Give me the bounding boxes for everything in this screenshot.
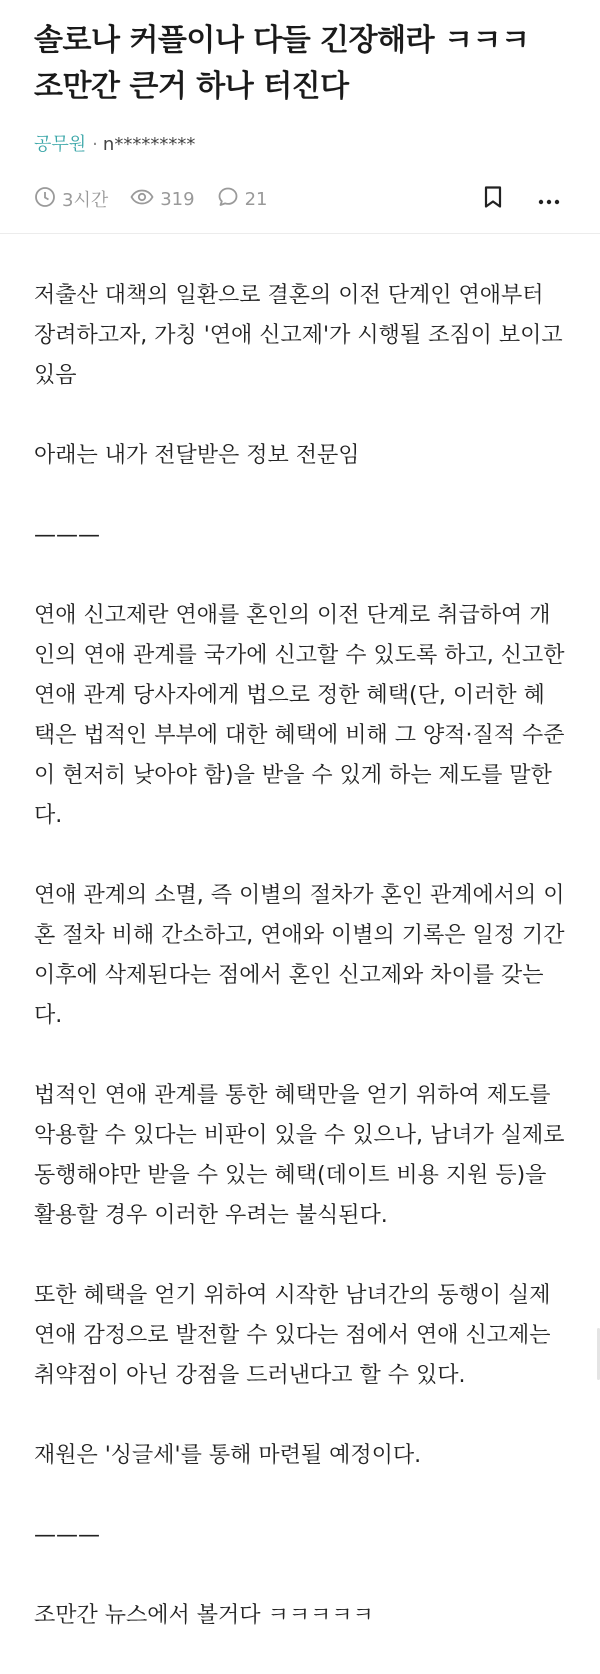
more-horizontal-icon	[538, 189, 560, 210]
body-paragraph-4: 연애 관계의 소멸, 즉 이별의 절차가 혼인 관계에서의 이혼 절차 비해 간소하고, 연애와 이별의 기록은 일정 기간 이후에 삭제된다는 점에서 혼인 신고제와 차이를 갖는다.	[34, 883, 565, 1028]
author-separator: ·	[92, 134, 98, 155]
post-title	[34, 18, 566, 110]
time-ago-text: 3시간	[62, 190, 109, 211]
bookmark-button[interactable]	[476, 182, 510, 216]
text-divider-1: ———	[34, 523, 100, 548]
author-name[interactable]: n*********	[102, 134, 196, 155]
post-header	[0, 0, 600, 234]
body-paragraph-3: 연애 신고제란 연애를 혼인의 이전 단계로 취급하여 개인의 연애 관계를 국가에 신고할 수 있도록 하고, 신고한 연애 관계 당사자에게 법으로 정한 혜택(단, 이러한 혜택은 법적인 부부에 대한 혜택에 비해 그 양적·질적 수준이 현저히 낮아야 함)을 받을 수 있게 하는 제도를 말한다.	[34, 603, 565, 828]
body-paragraph-2: 아래는 내가 전달받은 정보 전문임	[34, 443, 360, 468]
comment-bubble-icon	[217, 186, 245, 213]
more-options-button[interactable]	[532, 182, 566, 216]
views-meta	[130, 186, 194, 213]
body-paragraph-8: 조만간 뉴스에서 볼거다 ㅋㅋㅋㅋㅋ	[34, 1603, 374, 1628]
views-count: 319	[160, 188, 195, 210]
author-row	[34, 132, 566, 158]
text-divider-2: ———	[34, 1523, 100, 1548]
post-actions	[476, 182, 566, 216]
comments-meta[interactable]	[217, 186, 268, 213]
clock-icon	[34, 186, 62, 213]
bookmark-icon	[483, 185, 503, 214]
body-paragraph-5: 법적인 연애 관계를 통한 혜택만을 얻기 위하여 제도를 악용할 수 있다는 비판이 있을 수 있으나, 남녀가 실제로 동행해야만 받을 수 있는 혜택(데이트 비용 지원 등)을 활용할 경우 이러한 우려는 불식된다.	[34, 1083, 565, 1228]
post-title-line-2: 조만간 큰거 하나 터진다	[34, 69, 349, 104]
post-title-line-1: 솔로나 커플이나 다들 긴장해라 ㅋㅋㅋ	[34, 23, 530, 58]
body-paragraph-1: 저출산 대책의 일환으로 결혼의 이전 단계인 연애부터 장려하고자, 가칭 '연애 신고제'가 시행될 조짐이 보이고 있음	[34, 283, 563, 388]
time-ago-meta	[34, 186, 108, 213]
post-body	[0, 234, 600, 1636]
body-paragraph-7: 재원은 '싱글세'를 통해 마련될 예정이다.	[34, 1443, 422, 1468]
post-meta	[34, 182, 566, 216]
comments-count: 21	[244, 188, 268, 210]
eye-icon	[130, 186, 160, 213]
category-link[interactable]: 공무원	[34, 134, 87, 155]
body-paragraph-6: 또한 혜택을 얻기 위하여 시작한 남녀간의 동행이 실제 연애 감정으로 발전할 수 있다는 점에서 연애 신고제는 취약점이 아닌 강점을 드러낸다고 할 수 있다.	[34, 1283, 551, 1388]
